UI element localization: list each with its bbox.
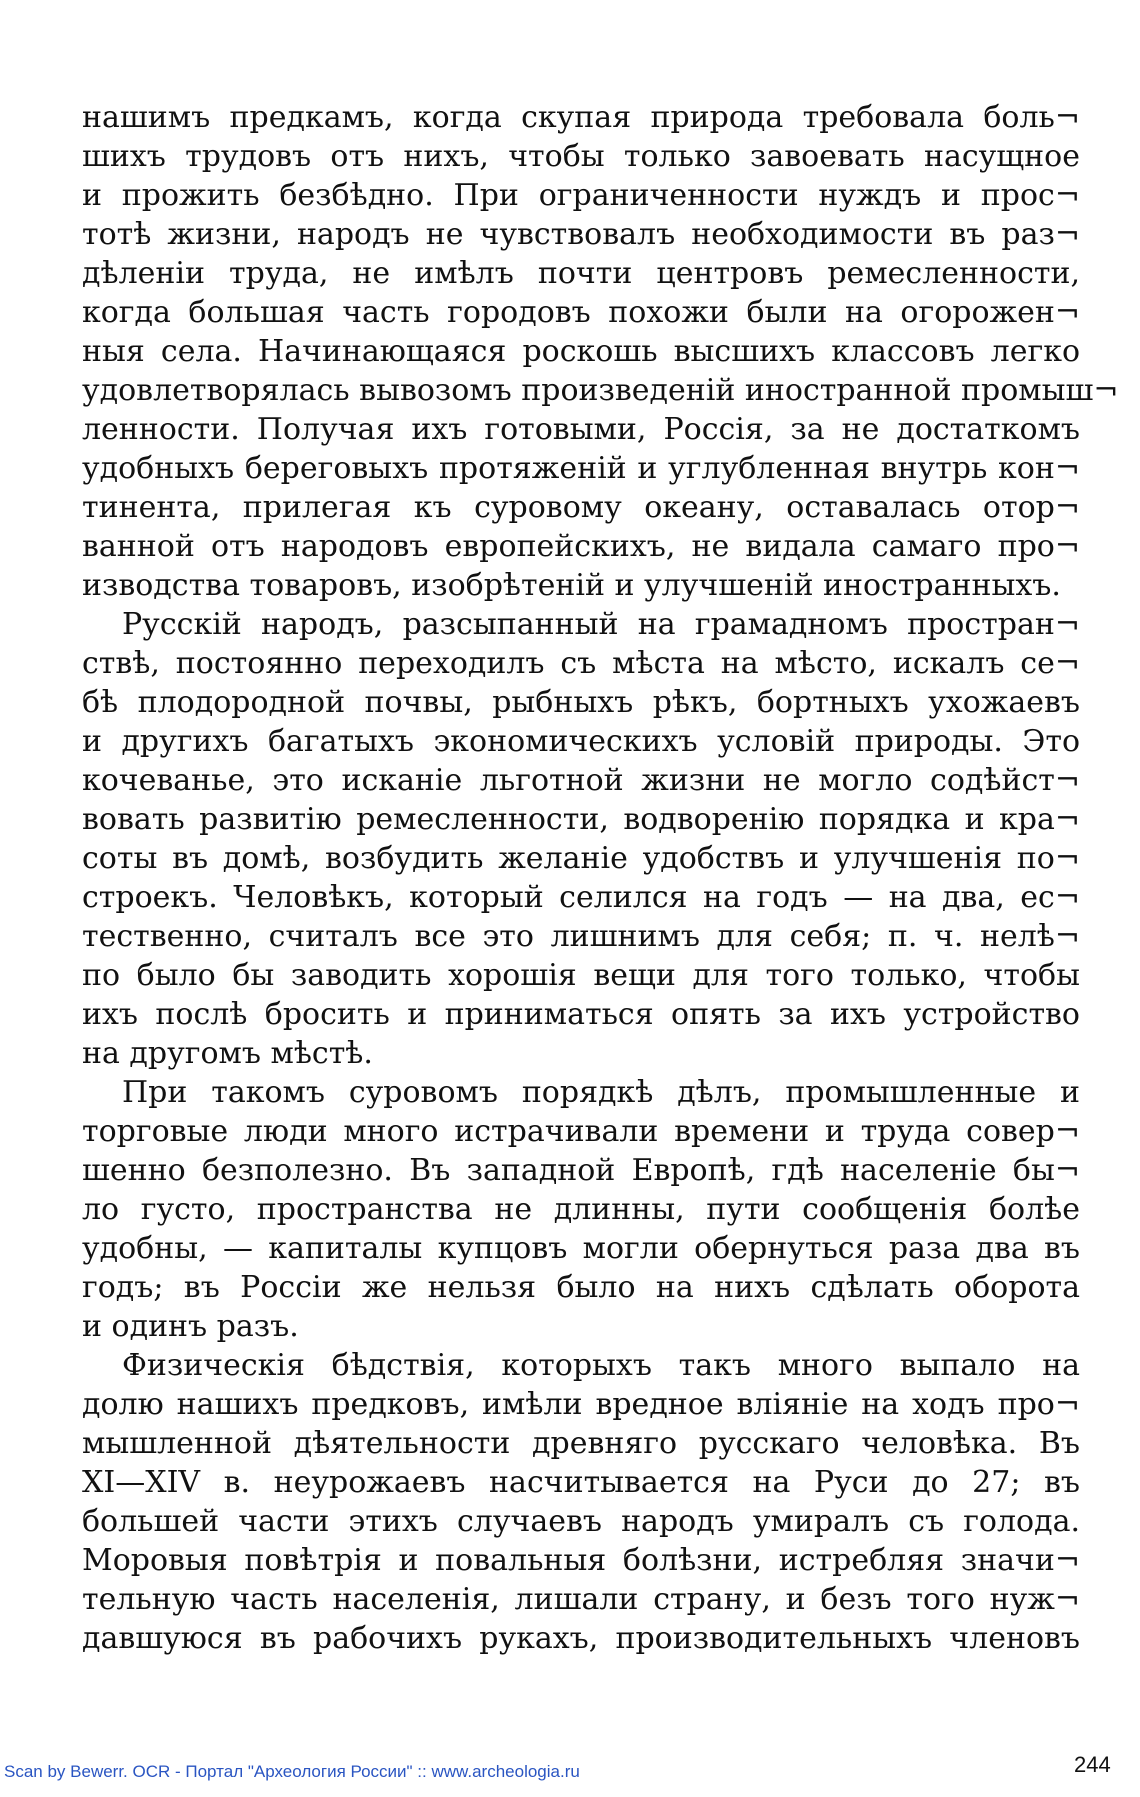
text-line: когда большая часть городовъ похожи были на огорожен¬: [82, 295, 1080, 330]
text-line: удовлетворялась вывозомъ произведеній иностранной промыш¬: [82, 373, 1119, 408]
text-line: ныя села. Начинающаяся роскошь высшихъ классовъ легко: [82, 334, 1080, 369]
scan-credit-footer: Scan by Bewerr. OCR - Портал "Археология России" :: www.archeologia.ru: [4, 1762, 580, 1781]
text-line: нашимъ предкамъ, когда скупая природа требовала боль¬: [82, 100, 1080, 135]
text-line: тельную часть населенія, лишали страну, и безъ того нуж¬: [82, 1582, 1080, 1617]
text-line: большей части этихъ случаевъ народъ умиралъ съ голода.: [82, 1504, 1080, 1539]
page-body-text: [82, 98, 1119, 1658]
text-line: бѣ плодородной почвы, рыбныхъ рѣкъ, бортныхъ ухожаевъ: [82, 685, 1080, 720]
text-line: шихъ трудовъ отъ нихъ, чтобы только завоевать насущное: [82, 139, 1080, 174]
text-line: изводства товаровъ, изобрѣтеній и улучшеній иностранныхъ.: [82, 568, 1061, 603]
text-line: и прожить безбѣдно. При ограниченности нуждъ и прос¬: [82, 178, 1080, 213]
text-line: ихъ послѣ бросить и приниматься опять за ихъ устройство: [82, 997, 1080, 1032]
text-line: соты въ домѣ, возбудить желаніе удобствъ и улучшенія по¬: [82, 841, 1080, 876]
text-line: давшуюся въ рабочихъ рукахъ, производительныхъ членовъ: [82, 1621, 1080, 1656]
text-line: тинента, прилегая къ суровому океану, оставалась отор¬: [82, 490, 1080, 525]
paragraph-start-line: При такомъ суровомъ порядкѣ дѣлъ, промышленные и: [122, 1075, 1080, 1110]
text-line: долю нашихъ предковъ, имѣли вредное вліяніе на ходъ про¬: [82, 1387, 1080, 1422]
text-line: мышленной дѣятельности древняго русскаго человѣка. Въ: [82, 1426, 1080, 1461]
paragraph-start-line: Физическія бѣдствія, которыхъ такъ много выпало на: [122, 1348, 1080, 1383]
text-line: удобны, — капиталы купцовъ могли обернуться раза два въ: [82, 1231, 1080, 1266]
text-line: вовать развитію ремесленности, водворенію порядка и кра¬: [82, 802, 1080, 837]
text-line: по было бы заводить хорошія вещи для того только, чтобы: [82, 958, 1080, 993]
text-line: на другомъ мѣстѣ.: [82, 1036, 373, 1071]
text-line: Моровыя повѣтрія и повальныя болѣзни, истребляя значи¬: [82, 1543, 1080, 1578]
text-line: удобныхъ береговыхъ протяженій и углубленная внутрь кон¬: [82, 451, 1080, 486]
text-line: кочеванье, это исканіе льготной жизни не могло содѣйст¬: [82, 763, 1080, 798]
paragraph-start-line: Русскій народъ, разсыпанный на грамадномъ простран¬: [122, 607, 1080, 642]
text-line: ленности. Получая ихъ готовыми, Россія, за не достаткомъ: [82, 412, 1080, 447]
text-line: ло густо, пространства не длинны, пути сообщенія болѣе: [82, 1192, 1080, 1227]
text-line: торговые люди много истрачивали времени и труда совер¬: [82, 1114, 1080, 1149]
text-line: и другихъ багатыхъ экономическихъ условій природы. Это: [82, 724, 1080, 759]
text-line: XI—XIV в. неурожаевъ насчитывается на Руси до 27; въ: [82, 1465, 1080, 1500]
text-line: шенно безполезно. Въ западной Европѣ, гдѣ населеніе бы¬: [82, 1153, 1080, 1188]
text-line: ствѣ, постоянно переходилъ съ мѣста на мѣсто, искалъ се¬: [82, 646, 1080, 681]
text-line: строекъ. Человѣкъ, который селился на годъ — на два, ес¬: [82, 880, 1080, 915]
text-line: ванной отъ народовъ европейскихъ, не видала самаго про¬: [82, 529, 1080, 564]
text-line: дѣленіи труда, не имѣлъ почти центровъ ремесленности,: [82, 256, 1080, 291]
text-line: и одинъ разъ.: [82, 1309, 299, 1344]
text-line: тотѣ жизни, народъ не чувствовалъ необходимости въ раз¬: [82, 217, 1080, 252]
text-line: годъ; въ Россіи же нельзя было на нихъ сдѣлать оборота: [82, 1270, 1080, 1305]
text-line: тественно, считалъ все это лишнимъ для себя; п. ч. нелѣ¬: [82, 919, 1080, 954]
page-number: 244: [1074, 1752, 1111, 1777]
